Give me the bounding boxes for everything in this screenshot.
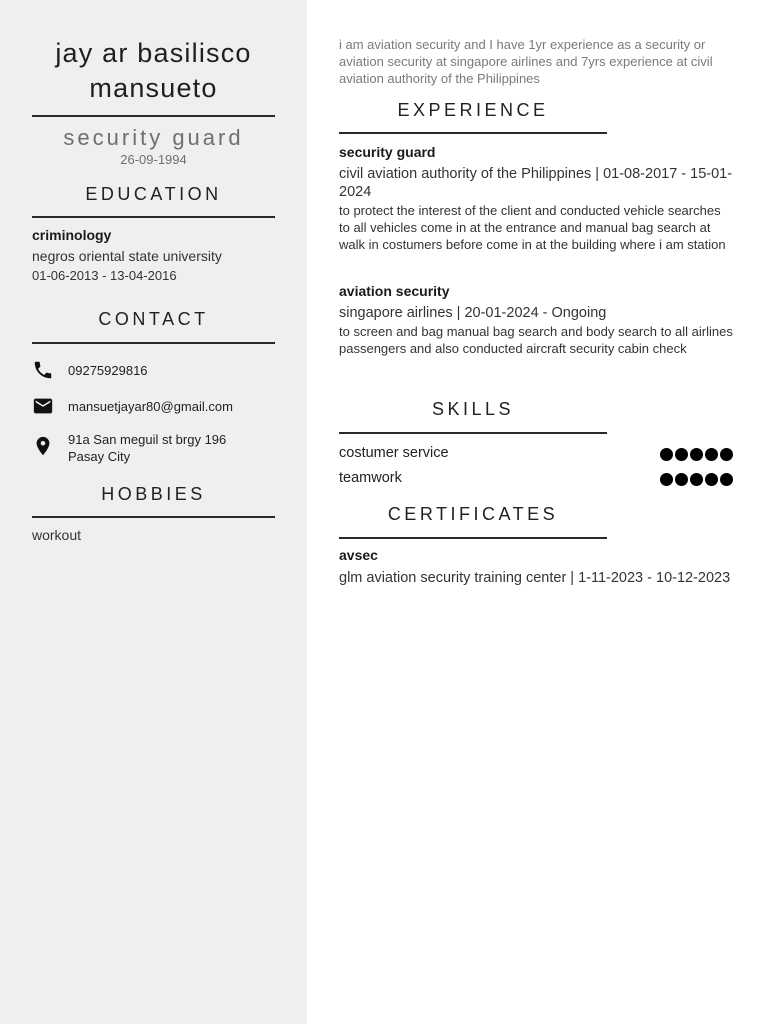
education-divider [32,216,275,218]
sidebar [0,0,307,1024]
experience-description: to screen and bag manual bag search and body search to all airlines passengers and also conducted aircraft security cabin check [339,324,733,356]
skill-dot [660,473,673,486]
skill-name: costumer service [339,445,449,461]
birth-date: 26-09-1994 [120,152,187,167]
experience-title: aviation security [339,283,450,299]
location-icon [32,435,58,457]
name-divider [32,115,275,117]
skill-name: teamwork [339,470,402,486]
contact-heading: CONTACT [98,309,209,329]
education-dates: 01-06-2013 - 13-04-2016 [32,268,177,283]
hobby-item: workout [32,527,82,543]
education-school: negros oriental state university [32,248,222,264]
contact-phone[interactable]: 09275929816 [68,363,148,378]
skill-dot [705,473,718,486]
skill-dot [720,448,733,461]
skill-dot [660,448,673,461]
skill-rating [660,473,740,486]
skills-heading: SKILLS [431,399,515,419]
skill-dot [675,448,688,461]
experience-divider [339,132,607,134]
skill-dot [690,448,703,461]
contact-address: 91a San meguil st brgy 196 Pasay City [68,432,227,464]
phone-icon [32,359,58,381]
skill-dot [690,473,703,486]
skills-divider [339,432,607,434]
main-column [339,0,735,1024]
candidate-name: jay ar basilisco mansueto [55,38,252,103]
certificate-meta: glm aviation security training center | 1-11-2023 - 10-12-2023 [339,570,731,586]
certificates-divider [339,537,607,539]
experience-title: security guard [339,144,436,160]
skill-dot [705,448,718,461]
skill-dot [720,473,733,486]
contact-email[interactable]: mansuetjayar80@gmail.com [68,399,233,414]
skill-rating [660,448,740,461]
job-title: security guard [63,125,244,150]
email-icon [32,395,58,417]
education-degree: criminology [32,227,112,243]
hobbies-divider [32,516,275,518]
education-heading: EDUCATION [85,184,222,204]
contact-divider [32,342,275,344]
profile-summary: i am aviation security and I have 1yr experience as a security or aviation security at singapore airlines and 7yrs experience at civil aviation authority of the Philippines [339,37,713,86]
certificate-title: avsec [339,547,378,563]
hobbies-heading: HOBBIES [101,484,206,504]
experience-description: to protect the interest of the client and conducted vehicle searches to all vehicles come in at the entrance and manual bag search at walk in costumers before come in at the building where i am station [339,203,726,252]
skill-dot [675,473,688,486]
experience-meta: civil aviation authority of the Philippines | 01-08-2017 - 15-01-2024 [339,166,733,200]
certificates-heading: CERTIFICATES [387,504,559,524]
experience-meta: singapore airlines | 20-01-2024 - Ongoing [339,305,607,321]
experience-heading: EXPERIENCE [397,100,549,120]
